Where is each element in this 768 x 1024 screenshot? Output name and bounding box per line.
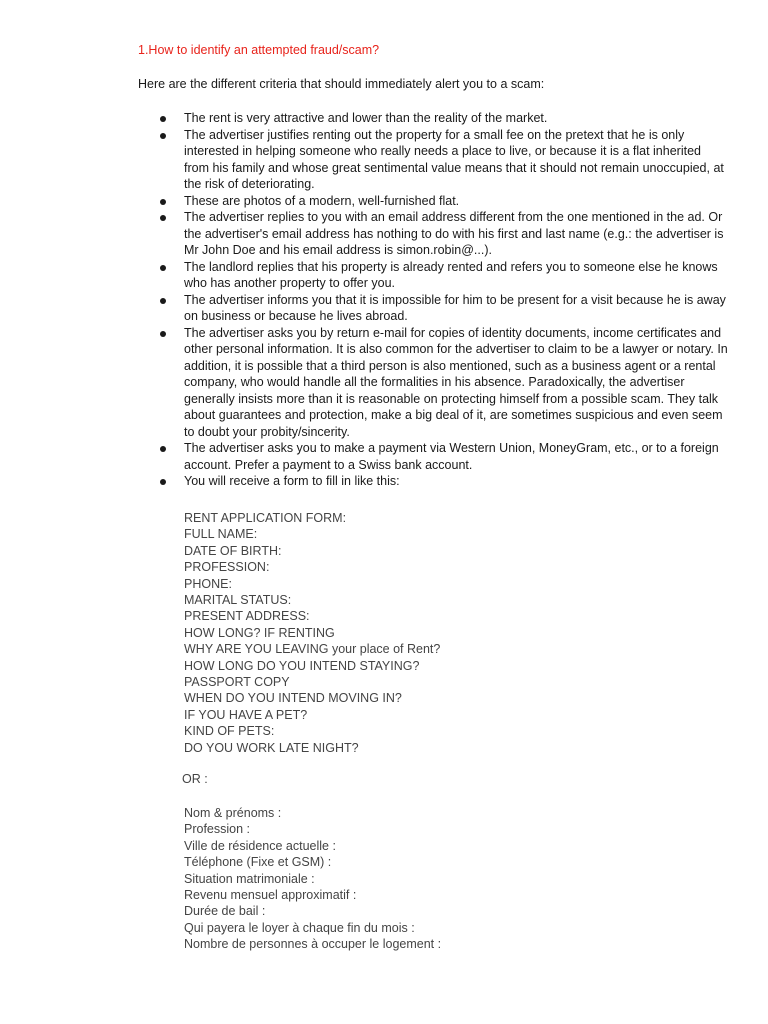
form-line: PROFESSION: bbox=[184, 560, 270, 575]
list-item-text: The advertiser asks you to make a payment via Western Union, MoneyGram, etc., or to a foreign account. Prefer a payment to a Swiss bank account. bbox=[184, 441, 719, 472]
form-line: Nom & prénoms : bbox=[184, 806, 282, 820]
form-line: WHEN DO YOU INTEND MOVING IN? bbox=[184, 691, 402, 706]
form-line: Profession : bbox=[184, 822, 251, 837]
bullet-icon bbox=[160, 116, 166, 122]
form-line: Téléphone (Fixe et GSM) : bbox=[184, 855, 332, 870]
form-line: Revenu mensuel approximatif : bbox=[184, 888, 357, 903]
list-item bbox=[0, 325, 729, 441]
or-separator: OR : bbox=[182, 772, 208, 786]
list-item bbox=[0, 193, 729, 210]
list-item bbox=[0, 259, 729, 292]
list-item-text: The advertiser asks you by return e-mail for copies of identity documents, income certificates and other personal information. It is also common for the advertiser to claim to be a lawyer or notary. In addition, it is possible that a third person is also mentioned, such as a business agent or a rental company, who would handle all the formalities in his absence. Paradoxically, the advertiser generally insists more than it is reasonable on protecting himself from a possible scam. They talk about guarantees and protection, make a big deal of it, are sometimes suspicious and even seem to doubt your probity/sincerity. bbox=[184, 325, 728, 439]
form-line: PHONE: bbox=[184, 576, 232, 591]
form-line: DO YOU WORK LATE NIGHT? bbox=[184, 740, 359, 755]
section-heading: 1.How to identify an attempted fraud/scam? bbox=[138, 43, 380, 57]
bullet-icon bbox=[160, 133, 166, 139]
form-line: Ville de résidence actuelle : bbox=[184, 838, 336, 853]
list-item-text: The advertiser replies to you with an email address different from the one mentioned in the ad. Or the advertiser's email address has nothing to do with his first and last name (e.g.: the advertiser is Mr John Doe and his email address is simon.robin@...). bbox=[184, 210, 724, 257]
bullet-icon bbox=[160, 199, 166, 205]
list-item-text: The advertiser informs you that it is impossible for him to be present for a visit because he is away on business or because he lives abroad. bbox=[184, 292, 726, 323]
bullet-icon bbox=[160, 215, 166, 221]
list-item bbox=[0, 292, 729, 325]
form-line: DATE OF BIRTH: bbox=[184, 543, 282, 558]
list-item bbox=[0, 209, 729, 259]
form-line: PASSPORT COPY bbox=[184, 675, 290, 690]
form-line: PRESENT ADDRESS: bbox=[184, 609, 310, 624]
list-item-text: These are photos of a modern, well-furnished flat. bbox=[184, 193, 460, 208]
list-item-text: You will receive a form to fill in like this: bbox=[184, 474, 400, 488]
list-item-text: The rent is very attractive and lower than the reality of the market. bbox=[184, 111, 548, 125]
form-line: RENT APPLICATION FORM: bbox=[184, 511, 347, 525]
form-line: Nombre de personnes à occuper le logement : bbox=[184, 937, 442, 952]
english-form-sample bbox=[184, 510, 440, 756]
list-item bbox=[0, 473, 729, 490]
list-item-text: The landlord replies that his property is already rented and refers you to someone else he knows who has another property to offer you. bbox=[184, 259, 718, 290]
list-item-text: The advertiser justifies renting out the property for a small fee on the pretext that he is only interested in helping someone who really needs a place to live, or because it is a flat inherited from his family and whose great sentimental value means that it should not remain unoccupied, at the risk of deteriorating. bbox=[184, 127, 724, 191]
bullet-icon bbox=[160, 331, 166, 337]
form-line: WHY ARE YOU LEAVING your place of Rent? bbox=[184, 642, 441, 657]
bullet-icon bbox=[160, 479, 166, 485]
list-item bbox=[0, 110, 729, 127]
form-line: KIND OF PETS: bbox=[184, 724, 275, 739]
french-form-sample bbox=[184, 805, 441, 953]
bullet-icon bbox=[160, 298, 166, 304]
list-item bbox=[0, 440, 729, 473]
form-line: FULL NAME: bbox=[184, 527, 258, 542]
form-line: HOW LONG DO YOU INTEND STAYING? bbox=[184, 658, 420, 673]
bullet-icon bbox=[160, 446, 166, 452]
intro-paragraph: Here are the different criteria that should immediately alert you to a scam: bbox=[138, 77, 545, 91]
list-item bbox=[0, 127, 729, 193]
form-line: Situation matrimoniale : bbox=[184, 871, 315, 886]
form-line: MARITAL STATUS: bbox=[184, 593, 292, 608]
form-line: IF YOU HAVE A PET? bbox=[184, 707, 308, 722]
criteria-list bbox=[0, 110, 768, 490]
bullet-icon bbox=[160, 265, 166, 271]
form-line: Qui payera le loyer à chaque fin du mois : bbox=[184, 920, 415, 935]
form-line: Durée de bail : bbox=[184, 904, 266, 919]
form-line: HOW LONG? IF RENTING bbox=[184, 625, 335, 640]
